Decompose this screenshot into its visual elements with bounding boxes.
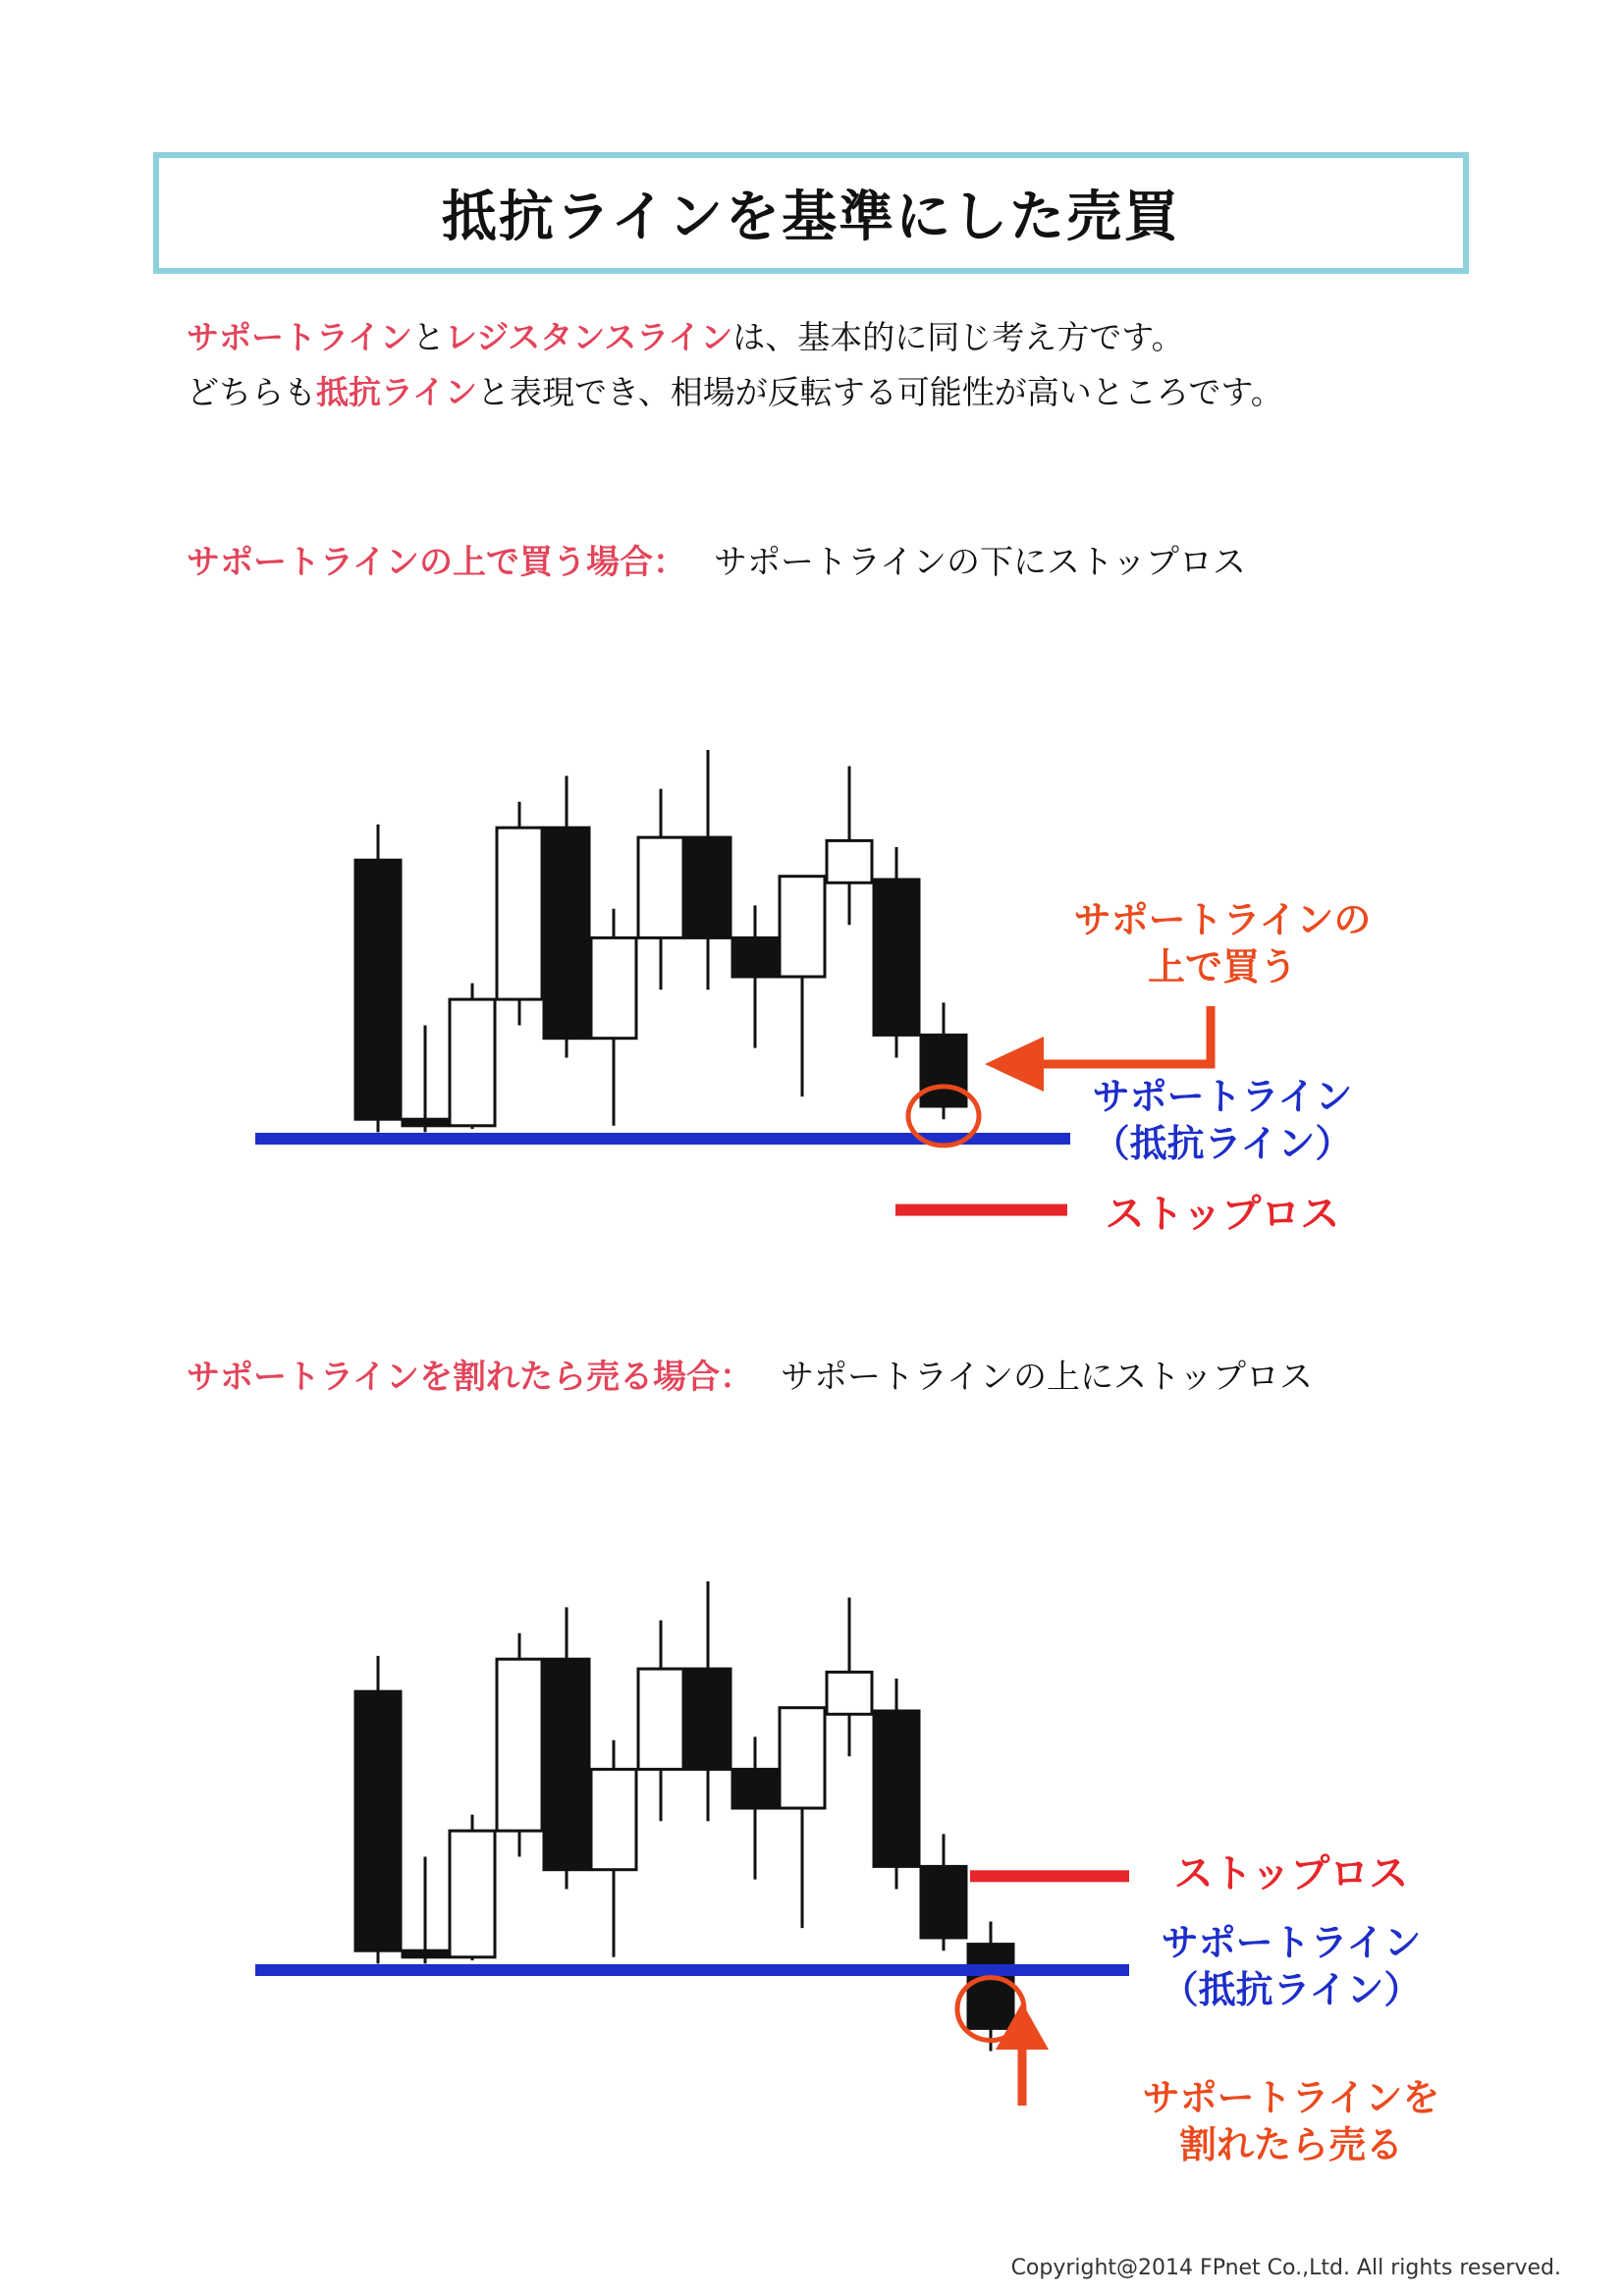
candle-bearish — [921, 1866, 966, 1938]
candle-bearish — [403, 1950, 448, 1957]
intro-text: どちらも — [187, 373, 316, 411]
candle-bullish — [591, 937, 636, 1038]
candle-bearish — [685, 1669, 731, 1769]
candle-bullish — [497, 1659, 542, 1831]
candle-bearish — [874, 1711, 919, 1866]
intro-line-2 — [187, 373, 1283, 411]
candle-bearish — [403, 1119, 448, 1126]
candle-bullish — [450, 1831, 495, 1957]
chart-buy-above-support — [0, 589, 1624, 1276]
stop-loss-line — [970, 1870, 1129, 1882]
candle-bearish — [355, 1691, 401, 1950]
section1-description: サポートラインの下にストップロス — [713, 543, 1246, 582]
entry-label-line1: サポートラインの — [1073, 898, 1372, 941]
candle-bullish — [827, 1672, 872, 1714]
entry-arrow-left — [1039, 1006, 1211, 1064]
title-box — [153, 152, 1469, 274]
candle-bullish — [827, 840, 872, 882]
candle-bullish — [450, 999, 495, 1126]
support-label-line1: サポートライン — [1161, 1921, 1422, 1964]
support-label-line2: （抵抗ライン） — [1161, 1968, 1422, 2011]
section1-heading — [187, 535, 1246, 583]
copyright: Copyright@2014 FPnet Co.,Ltd. All rights reserved. — [1010, 2256, 1561, 2280]
page-title: 抵抗ラインを基準にした売買 — [441, 186, 1181, 249]
arrowhead-left — [985, 1037, 1044, 1092]
stop-loss-label: ストップロス — [1105, 1192, 1340, 1237]
candle-bearish — [544, 1659, 589, 1870]
section1-label: サポートラインの上で買う場合： — [187, 543, 686, 582]
candle-bullish — [638, 837, 683, 937]
intro-line-1 — [187, 318, 1184, 356]
candles — [355, 750, 966, 1132]
candles — [355, 1581, 1013, 2052]
candle-bullish — [497, 828, 542, 999]
support-label-line2: （抵抗ライン） — [1092, 1122, 1353, 1165]
intro-text: と — [412, 318, 446, 356]
candle-bullish — [591, 1769, 636, 1869]
candle-bearish — [355, 860, 401, 1119]
candle-bearish — [732, 937, 778, 977]
term-support-line: サポートライン — [187, 318, 413, 356]
intro-text: と表現でき、相場が反転する可能性が高いところです。 — [477, 373, 1283, 411]
term-resistance-line: レジスタンスライン — [445, 318, 733, 356]
section2-heading — [187, 1350, 1313, 1398]
candle-bearish — [921, 1035, 966, 1106]
candle-bullish — [780, 1708, 825, 1808]
candle-bearish — [544, 828, 589, 1038]
stop-loss-line — [895, 1204, 1067, 1216]
candle-bearish — [685, 837, 731, 937]
section2-description: サポートラインの上にストップロス — [780, 1358, 1313, 1397]
entry-label-line2: 上で買う — [1147, 945, 1298, 988]
term-resistance-line: 抵抗ライン — [316, 373, 478, 411]
stop-loss-label: ストップロス — [1173, 1851, 1409, 1896]
candle-bearish — [968, 1945, 1013, 2029]
support-label-line1: サポートライン — [1092, 1075, 1353, 1118]
candle-bullish — [780, 877, 825, 977]
support-line — [255, 1964, 1129, 1976]
entry-label-line2: 割れたら売る — [1178, 2123, 1404, 2166]
chart-sell-below-support — [0, 1414, 1624, 2179]
intro-text: は、基本的に同じ考え方です。 — [732, 318, 1184, 356]
candle-bullish — [638, 1669, 683, 1769]
candle-bearish — [874, 880, 919, 1035]
entry-label-line1: サポートラインを — [1142, 2076, 1440, 2119]
section2-label: サポートラインを割れたら売る場合： — [187, 1358, 753, 1397]
candle-bearish — [732, 1769, 778, 1808]
